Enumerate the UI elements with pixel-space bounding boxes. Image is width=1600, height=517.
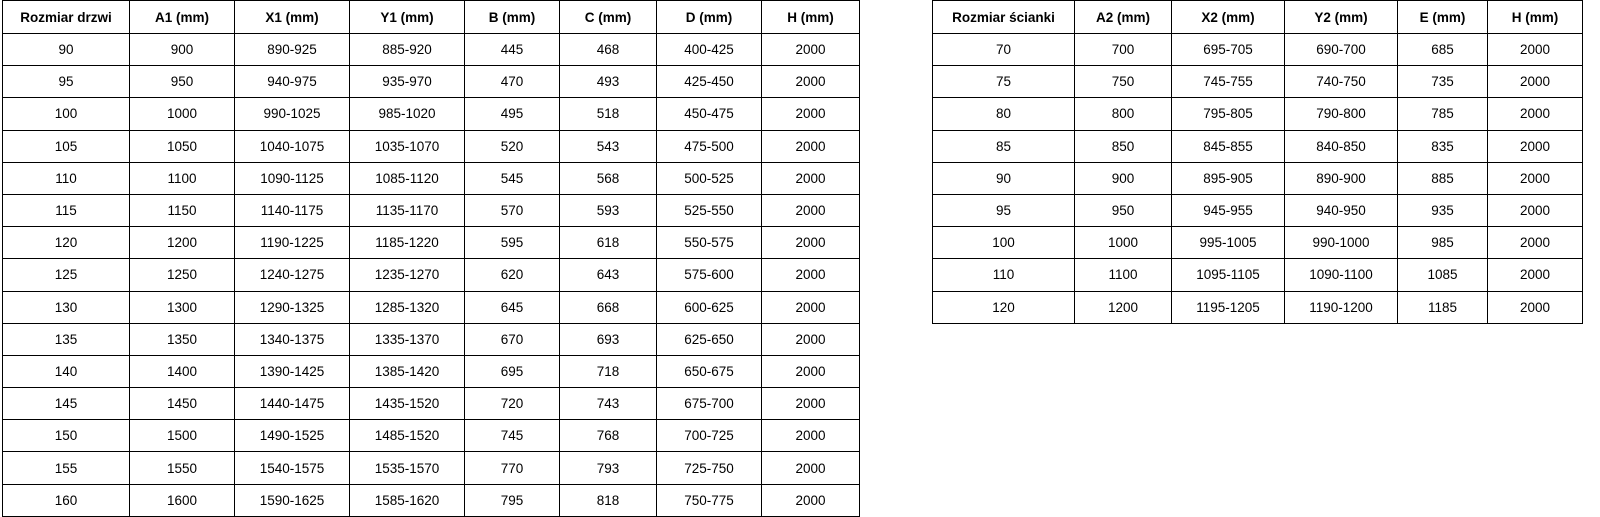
table-cell: 2000 <box>1488 259 1583 291</box>
table-cell: 140 <box>3 355 130 387</box>
table-cell: 1090-1100 <box>1285 259 1398 291</box>
table-cell: 95 <box>3 66 130 98</box>
doors-column-header: X1 (mm) <box>235 1 350 34</box>
table-cell: 1540-1575 <box>235 452 350 484</box>
table-cell: 990-1000 <box>1285 227 1398 259</box>
table-cell: 1000 <box>1075 227 1172 259</box>
table-cell: 135 <box>3 323 130 355</box>
table-cell: 835 <box>1398 130 1488 162</box>
table-cell: 520 <box>465 130 560 162</box>
table-cell: 90 <box>933 162 1075 194</box>
table-row <box>933 259 1583 291</box>
table-cell: 890-900 <box>1285 162 1398 194</box>
table-cell: 570 <box>465 194 560 226</box>
walls-dimensions-table <box>932 0 1583 324</box>
table-cell: 493 <box>560 66 657 98</box>
table-header-row <box>933 1 1583 34</box>
table-cell: 795 <box>465 484 560 516</box>
table-row <box>3 323 860 355</box>
walls-table-body <box>933 34 1583 324</box>
table-cell: 1300 <box>130 291 235 323</box>
table-row <box>933 162 1583 194</box>
table-cell: 1095-1105 <box>1172 259 1285 291</box>
table-cell: 1285-1320 <box>350 291 465 323</box>
table-cell: 725-750 <box>657 452 762 484</box>
table-cell: 1235-1270 <box>350 259 465 291</box>
table-row <box>3 66 860 98</box>
table-cell: 1385-1420 <box>350 355 465 387</box>
table-cell: 105 <box>3 130 130 162</box>
table-cell: 75 <box>933 66 1075 98</box>
table-cell: 2000 <box>762 34 860 66</box>
table-cell: 550-575 <box>657 227 762 259</box>
table-cell: 2000 <box>762 388 860 420</box>
table-cell: 890-925 <box>235 34 350 66</box>
doors-column-header: Rozmiar drzwi <box>3 1 130 34</box>
table-cell: 1485-1520 <box>350 420 465 452</box>
table-cell: 818 <box>560 484 657 516</box>
walls-column-header: A2 (mm) <box>1075 1 1172 34</box>
walls-column-header: Rozmiar ścianki <box>933 1 1075 34</box>
table-cell: 2000 <box>762 162 860 194</box>
table-cell: 750-775 <box>657 484 762 516</box>
table-cell: 950 <box>1075 194 1172 226</box>
table-cell: 85 <box>933 130 1075 162</box>
table-cell: 1200 <box>1075 291 1172 323</box>
table-cell: 525-550 <box>657 194 762 226</box>
table-cell: 495 <box>465 98 560 130</box>
table-cell: 740-750 <box>1285 66 1398 98</box>
table-cell: 400-425 <box>657 34 762 66</box>
table-cell: 1585-1620 <box>350 484 465 516</box>
table-cell: 2000 <box>1488 194 1583 226</box>
table-cell: 450-475 <box>657 98 762 130</box>
table-cell: 643 <box>560 259 657 291</box>
table-cell: 750 <box>1075 66 1172 98</box>
walls-column-header: H (mm) <box>1488 1 1583 34</box>
table-cell: 1050 <box>130 130 235 162</box>
table-cell: 2000 <box>1488 162 1583 194</box>
table-cell: 1190-1200 <box>1285 291 1398 323</box>
table-row <box>3 227 860 259</box>
doors-column-header: D (mm) <box>657 1 762 34</box>
table-cell: 668 <box>560 291 657 323</box>
table-cell: 2000 <box>1488 130 1583 162</box>
table-cell: 685 <box>1398 34 1488 66</box>
table-cell: 150 <box>3 420 130 452</box>
table-row <box>933 34 1583 66</box>
table-cell: 895-905 <box>1172 162 1285 194</box>
table-cell: 1590-1625 <box>235 484 350 516</box>
table-row <box>933 98 1583 130</box>
table-cell: 1100 <box>1075 259 1172 291</box>
table-cell: 1340-1375 <box>235 323 350 355</box>
table-cell: 718 <box>560 355 657 387</box>
table-cell: 900 <box>1075 162 1172 194</box>
table-cell: 795-805 <box>1172 98 1285 130</box>
table-cell: 620 <box>465 259 560 291</box>
doors-column-header: B (mm) <box>465 1 560 34</box>
table-cell: 625-650 <box>657 323 762 355</box>
table-cell: 693 <box>560 323 657 355</box>
table-cell: 145 <box>3 388 130 420</box>
table-cell: 618 <box>560 227 657 259</box>
table-cell: 2000 <box>1488 66 1583 98</box>
table-cell: 675-700 <box>657 388 762 420</box>
table-cell: 2000 <box>762 98 860 130</box>
table-cell: 840-850 <box>1285 130 1398 162</box>
doors-column-header: Y1 (mm) <box>350 1 465 34</box>
table-row <box>3 34 860 66</box>
table-cell: 2000 <box>762 66 860 98</box>
table-cell: 990-1025 <box>235 98 350 130</box>
table-cell: 995-1005 <box>1172 227 1285 259</box>
walls-dimensions-table-container <box>932 0 1583 324</box>
table-cell: 90 <box>3 34 130 66</box>
table-cell: 1100 <box>130 162 235 194</box>
doors-dimensions-table <box>2 0 860 517</box>
doors-column-header: A1 (mm) <box>130 1 235 34</box>
table-cell: 1035-1070 <box>350 130 465 162</box>
table-cell: 940-975 <box>235 66 350 98</box>
table-cell: 2000 <box>762 227 860 259</box>
table-cell: 1040-1075 <box>235 130 350 162</box>
table-cell: 1535-1570 <box>350 452 465 484</box>
doors-column-header: H (mm) <box>762 1 860 34</box>
table-cell: 1435-1520 <box>350 388 465 420</box>
table-row <box>3 162 860 194</box>
table-cell: 500-525 <box>657 162 762 194</box>
table-cell: 2000 <box>1488 291 1583 323</box>
doors-table-header <box>3 1 860 34</box>
table-cell: 1350 <box>130 323 235 355</box>
table-cell: 125 <box>3 259 130 291</box>
table-cell: 1200 <box>130 227 235 259</box>
table-row <box>933 291 1583 323</box>
table-cell: 425-450 <box>657 66 762 98</box>
table-cell: 670 <box>465 323 560 355</box>
table-cell: 900 <box>130 34 235 66</box>
table-cell: 160 <box>3 484 130 516</box>
table-cell: 700-725 <box>657 420 762 452</box>
table-cell: 1500 <box>130 420 235 452</box>
table-cell: 2000 <box>762 484 860 516</box>
table-cell: 793 <box>560 452 657 484</box>
table-cell: 1335-1370 <box>350 323 465 355</box>
table-cell: 1190-1225 <box>235 227 350 259</box>
table-cell: 690-700 <box>1285 34 1398 66</box>
table-cell: 2000 <box>762 259 860 291</box>
table-cell: 1000 <box>130 98 235 130</box>
table-cell: 475-500 <box>657 130 762 162</box>
table-cell: 1450 <box>130 388 235 420</box>
table-cell: 1185 <box>1398 291 1488 323</box>
table-cell: 1240-1275 <box>235 259 350 291</box>
table-cell: 1140-1175 <box>235 194 350 226</box>
table-cell: 70 <box>933 34 1075 66</box>
table-cell: 80 <box>933 98 1075 130</box>
table-header-row <box>3 1 860 34</box>
table-cell: 2000 <box>1488 98 1583 130</box>
table-cell: 2000 <box>762 194 860 226</box>
walls-table-header <box>933 1 1583 34</box>
table-cell: 743 <box>560 388 657 420</box>
table-cell: 720 <box>465 388 560 420</box>
table-cell: 745 <box>465 420 560 452</box>
table-cell: 800 <box>1075 98 1172 130</box>
table-cell: 768 <box>560 420 657 452</box>
table-cell: 770 <box>465 452 560 484</box>
table-cell: 1090-1125 <box>235 162 350 194</box>
table-row <box>3 452 860 484</box>
walls-column-header: E (mm) <box>1398 1 1488 34</box>
table-cell: 1185-1220 <box>350 227 465 259</box>
table-cell: 1250 <box>130 259 235 291</box>
table-row <box>933 130 1583 162</box>
table-cell: 1600 <box>130 484 235 516</box>
table-cell: 2000 <box>762 420 860 452</box>
table-cell: 985-1020 <box>350 98 465 130</box>
table-cell: 985 <box>1398 227 1488 259</box>
table-cell: 2000 <box>1488 34 1583 66</box>
table-cell: 95 <box>933 194 1075 226</box>
table-cell: 845-855 <box>1172 130 1285 162</box>
table-cell: 945-955 <box>1172 194 1285 226</box>
table-cell: 2000 <box>1488 227 1583 259</box>
table-cell: 1085-1120 <box>350 162 465 194</box>
table-cell: 115 <box>3 194 130 226</box>
doors-table-body <box>3 34 860 517</box>
table-cell: 120 <box>933 291 1075 323</box>
table-cell: 2000 <box>762 452 860 484</box>
table-cell: 735 <box>1398 66 1488 98</box>
table-cell: 695 <box>465 355 560 387</box>
table-cell: 110 <box>933 259 1075 291</box>
table-cell: 470 <box>465 66 560 98</box>
table-cell: 850 <box>1075 130 1172 162</box>
table-cell: 120 <box>3 227 130 259</box>
table-cell: 1400 <box>130 355 235 387</box>
table-cell: 1135-1170 <box>350 194 465 226</box>
table-cell: 543 <box>560 130 657 162</box>
table-cell: 445 <box>465 34 560 66</box>
table-cell: 885-920 <box>350 34 465 66</box>
table-cell: 2000 <box>762 355 860 387</box>
table-cell: 1150 <box>130 194 235 226</box>
table-cell: 940-950 <box>1285 194 1398 226</box>
table-cell: 155 <box>3 452 130 484</box>
table-cell: 568 <box>560 162 657 194</box>
table-cell: 2000 <box>762 323 860 355</box>
table-cell: 645 <box>465 291 560 323</box>
table-row <box>3 259 860 291</box>
table-cell: 1085 <box>1398 259 1488 291</box>
table-cell: 745-755 <box>1172 66 1285 98</box>
table-row <box>3 355 860 387</box>
table-row <box>3 130 860 162</box>
table-cell: 575-600 <box>657 259 762 291</box>
table-row <box>3 194 860 226</box>
table-cell: 1550 <box>130 452 235 484</box>
table-cell: 700 <box>1075 34 1172 66</box>
table-cell: 1390-1425 <box>235 355 350 387</box>
table-cell: 100 <box>3 98 130 130</box>
table-cell: 600-625 <box>657 291 762 323</box>
table-cell: 110 <box>3 162 130 194</box>
table-row <box>933 66 1583 98</box>
table-cell: 593 <box>560 194 657 226</box>
table-cell: 545 <box>465 162 560 194</box>
table-cell: 2000 <box>762 291 860 323</box>
table-row <box>933 194 1583 226</box>
table-cell: 650-675 <box>657 355 762 387</box>
table-row <box>3 291 860 323</box>
table-cell: 518 <box>560 98 657 130</box>
table-cell: 885 <box>1398 162 1488 194</box>
table-row <box>3 420 860 452</box>
table-cell: 1440-1475 <box>235 388 350 420</box>
table-row <box>3 98 860 130</box>
table-cell: 1195-1205 <box>1172 291 1285 323</box>
doors-column-header: C (mm) <box>560 1 657 34</box>
table-cell: 935-970 <box>350 66 465 98</box>
table-cell: 695-705 <box>1172 34 1285 66</box>
table-cell: 595 <box>465 227 560 259</box>
table-cell: 785 <box>1398 98 1488 130</box>
table-row <box>933 227 1583 259</box>
table-row <box>3 388 860 420</box>
table-cell: 1290-1325 <box>235 291 350 323</box>
table-cell: 468 <box>560 34 657 66</box>
walls-column-header: X2 (mm) <box>1172 1 1285 34</box>
walls-column-header: Y2 (mm) <box>1285 1 1398 34</box>
table-cell: 950 <box>130 66 235 98</box>
table-cell: 1490-1525 <box>235 420 350 452</box>
table-cell: 100 <box>933 227 1075 259</box>
table-row <box>3 484 860 516</box>
table-cell: 790-800 <box>1285 98 1398 130</box>
table-cell: 935 <box>1398 194 1488 226</box>
table-cell: 2000 <box>762 130 860 162</box>
table-cell: 130 <box>3 291 130 323</box>
doors-dimensions-table-container <box>2 0 860 517</box>
